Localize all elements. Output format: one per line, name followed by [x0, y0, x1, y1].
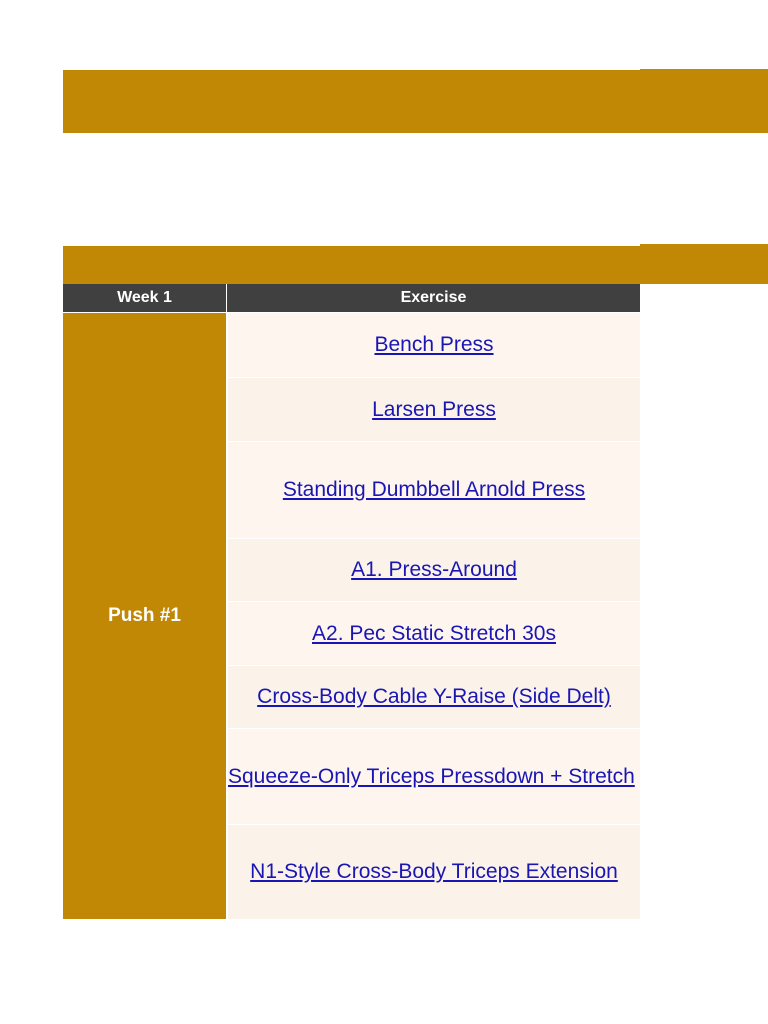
exercise-link-triceps-extension[interactable]: N1-Style Cross-Body Triceps Extension: [250, 860, 618, 883]
top-banner-extension: [640, 69, 768, 133]
exercise-link-larsen-press[interactable]: Larsen Press: [372, 397, 496, 421]
exercise-row: [228, 313, 640, 377]
exercise-row: [228, 825, 640, 919]
exercise-list: [228, 313, 640, 919]
header-week: Week 1: [63, 284, 226, 312]
exercise-row: [228, 602, 640, 665]
exercise-link-triceps-pressdown[interactable]: Squeeze-Only Triceps Pressdown + Stretch: [228, 764, 635, 788]
table-title-banner: [63, 246, 640, 284]
table-title-banner-extension: [640, 244, 768, 284]
top-banner: [63, 70, 640, 133]
exercise-row: [228, 378, 640, 441]
header-exercise: Exercise: [227, 284, 640, 312]
exercise-link-bench-press[interactable]: Bench Press: [374, 333, 494, 356]
exercise-row: [228, 539, 640, 601]
exercise-link-cable-y-raise[interactable]: Cross-Body Cable Y-Raise (Side Delt): [257, 685, 611, 708]
exercise-link-arnold-press[interactable]: Standing Dumbbell Arnold Press: [282, 478, 586, 501]
exercise-row: [228, 442, 640, 538]
exercise-row: [228, 729, 640, 824]
day-label-cell: [63, 313, 226, 919]
day-label: Push #1: [108, 605, 181, 626]
exercise-link-press-around[interactable]: A1. Press-Around: [351, 558, 517, 581]
table-header-row: [63, 284, 640, 312]
exercise-link-pec-stretch[interactable]: A2. Pec Static Stretch 30s: [312, 621, 556, 645]
exercise-row: [228, 666, 640, 728]
